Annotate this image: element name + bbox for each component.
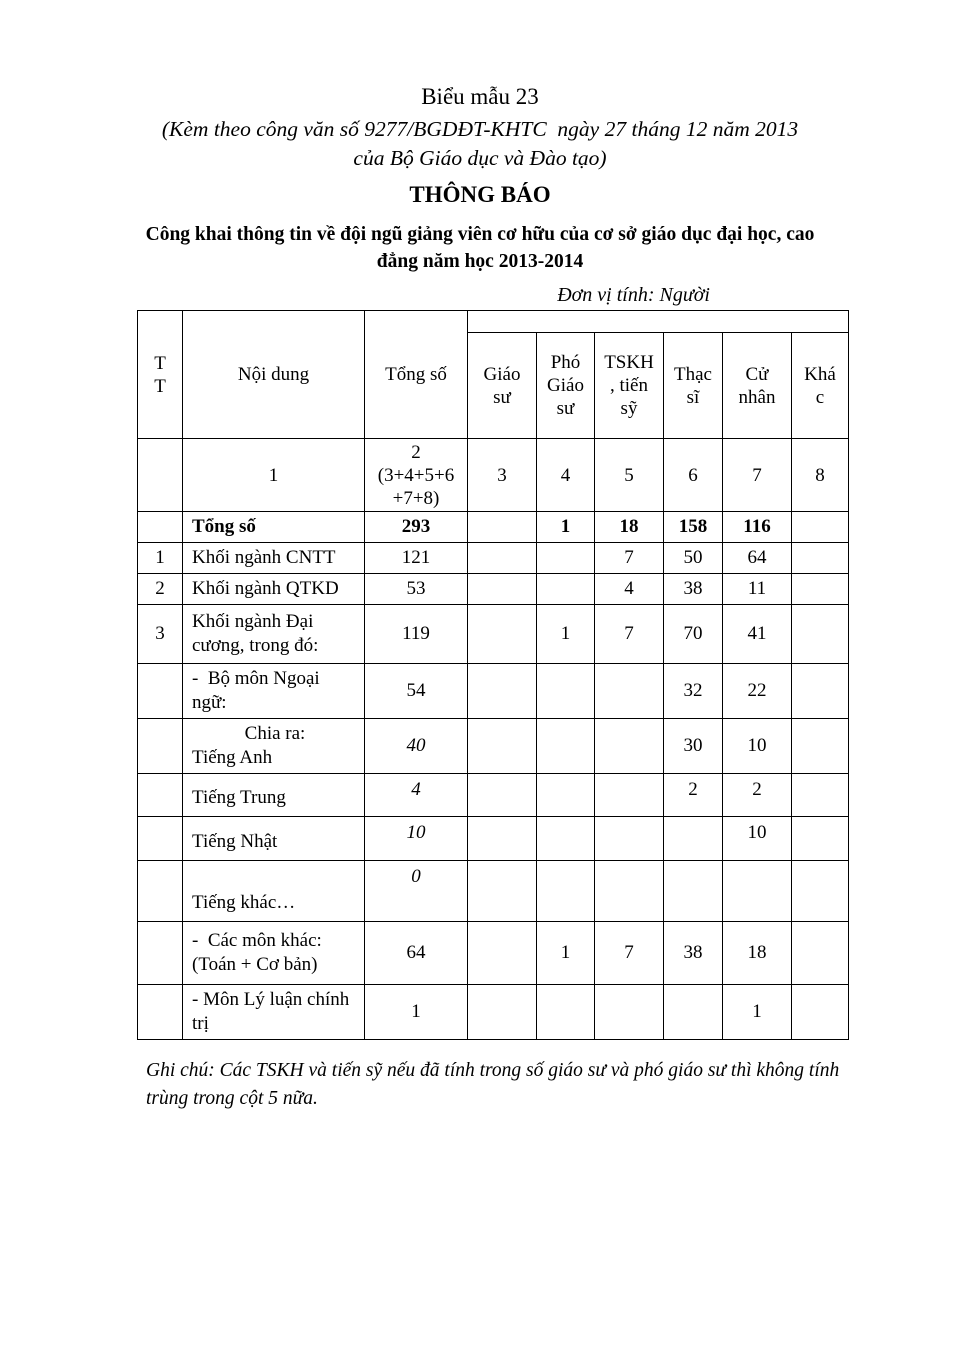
header-tt: T T — [138, 311, 183, 439]
value-cell: 7 — [595, 605, 664, 664]
row-label-cell: Tiếng Trung — [183, 774, 365, 817]
notice-title: THÔNG BÁO — [409, 182, 551, 207]
form-number: Biểu mẫu 23 — [421, 84, 539, 109]
value-cell — [537, 574, 595, 605]
row-label: Tiếng Anh — [192, 747, 273, 768]
value-cell — [723, 861, 792, 922]
value-cell: 7 — [595, 922, 664, 985]
column-number-row — [138, 439, 849, 512]
row-number-cell: 3 — [138, 605, 183, 664]
value-cell — [468, 922, 537, 985]
row-number-cell — [138, 512, 183, 543]
row-number-cell — [138, 861, 183, 922]
row-number-cell — [138, 664, 183, 719]
column-number-cell: 1 — [183, 439, 365, 512]
row-number-cell — [138, 774, 183, 817]
column-number-cell: 6 — [664, 439, 723, 512]
value-cell: 1 — [365, 985, 468, 1040]
header-cu-nhan: Cử nhân — [723, 333, 792, 439]
value-cell — [792, 774, 849, 817]
row-label-cell: Khối ngành Đại cương, trong đó: — [183, 605, 365, 664]
value-cell — [468, 861, 537, 922]
column-number-cell: 4 — [537, 439, 595, 512]
value-cell: 22 — [723, 664, 792, 719]
faculty-table-body — [138, 439, 849, 1040]
value-cell — [792, 605, 849, 664]
header-thac-si: Thạc sĩ — [664, 333, 723, 439]
column-number-cell: 2 (3+4+5+6 +7+8) — [365, 439, 468, 512]
value-cell — [792, 512, 849, 543]
value-cell: 0 — [365, 861, 468, 922]
value-cell: 10 — [365, 817, 468, 861]
table-row — [138, 817, 849, 861]
row-number-cell: 2 — [138, 574, 183, 605]
table-row — [138, 922, 849, 985]
value-cell: 40 — [365, 719, 468, 774]
value-cell — [792, 985, 849, 1040]
row-label-cell: Khối ngành CNTT — [183, 543, 365, 574]
value-cell: 2 — [723, 774, 792, 817]
value-cell — [664, 861, 723, 922]
table-row — [138, 664, 849, 719]
table-row — [138, 719, 849, 774]
value-cell — [537, 985, 595, 1040]
value-cell — [468, 985, 537, 1040]
value-cell: 11 — [723, 574, 792, 605]
value-cell: 64 — [723, 543, 792, 574]
value-cell: 1 — [537, 605, 595, 664]
column-number-cell — [138, 439, 183, 512]
notice-subtitle: Công khai thông tin về đội ngũ giảng viên cơ hữu của cơ sở giáo dục đại học, cao đẳng năm học 2013-2014 — [145, 224, 815, 272]
value-cell: 4 — [365, 774, 468, 817]
value-cell — [792, 817, 849, 861]
value-cell — [595, 985, 664, 1040]
value-cell: 10 — [723, 817, 792, 861]
row-number-cell — [138, 922, 183, 985]
value-cell: 4 — [595, 574, 664, 605]
value-cell — [537, 861, 595, 922]
value-cell — [468, 664, 537, 719]
value-cell: 2 — [664, 774, 723, 817]
row-label-cell: - Môn Lý luận chính trị — [183, 985, 365, 1040]
value-cell: 18 — [723, 922, 792, 985]
header-giao-su: Giáo sư — [468, 333, 537, 439]
value-cell — [468, 543, 537, 574]
value-cell — [468, 574, 537, 605]
value-cell — [595, 719, 664, 774]
value-cell — [792, 574, 849, 605]
header-pho-giao-su: Phó Giáo sư — [537, 333, 595, 439]
value-cell: 1 — [537, 512, 595, 543]
value-cell: 32 — [664, 664, 723, 719]
value-cell: 293 — [365, 512, 468, 543]
header-row-top — [138, 311, 849, 333]
value-cell — [792, 861, 849, 922]
header-tong-so: Tổng số — [365, 311, 468, 439]
column-number-cell: 3 — [468, 439, 537, 512]
value-cell: 50 — [664, 543, 723, 574]
value-cell: 64 — [365, 922, 468, 985]
value-cell — [595, 817, 664, 861]
header-tskh-tien-sy: TSKH , tiến sỹ — [595, 333, 664, 439]
value-cell: 30 — [664, 719, 723, 774]
value-cell: 54 — [365, 664, 468, 719]
row-label-centered-line: Chia ra: — [244, 723, 306, 744]
table-row — [138, 574, 849, 605]
header-empty-span — [468, 311, 849, 333]
row-number-cell — [138, 817, 183, 861]
row-number-cell: 1 — [138, 543, 183, 574]
column-number-cell: 8 — [792, 439, 849, 512]
row-label-cell: - Các môn khác: (Toán + Cơ bản) — [183, 922, 365, 985]
header-khac: Khá c — [792, 333, 849, 439]
value-cell — [537, 664, 595, 719]
table-row — [138, 861, 849, 922]
row-label-cell: Tiếng khác… — [183, 861, 365, 922]
value-cell — [468, 774, 537, 817]
header-noi-dung: Nội dung — [183, 311, 365, 439]
table-row — [138, 774, 849, 817]
value-cell: 158 — [664, 512, 723, 543]
table-row — [138, 512, 849, 543]
value-cell — [664, 817, 723, 861]
value-cell — [792, 922, 849, 985]
value-cell: 41 — [723, 605, 792, 664]
table-row — [138, 543, 849, 574]
value-cell — [537, 543, 595, 574]
row-label-cell: Tổng số — [183, 512, 365, 543]
value-cell — [468, 817, 537, 861]
value-cell — [595, 861, 664, 922]
value-cell: 1 — [723, 985, 792, 1040]
column-number-cell: 5 — [595, 439, 664, 512]
value-cell — [537, 719, 595, 774]
footnote: Ghi chú: Các TSKH và tiến sỹ nếu đã tính trong số giáo sư và phó giáo sư thì không tính trùng trong cột 5 nữa. — [146, 1060, 840, 1109]
table-row — [138, 605, 849, 664]
value-cell: 7 — [595, 543, 664, 574]
unit-label: Đơn vị tính: Người — [557, 284, 710, 306]
value-cell: 121 — [365, 543, 468, 574]
table-row — [138, 985, 849, 1040]
value-cell: 38 — [664, 922, 723, 985]
value-cell — [537, 817, 595, 861]
row-label-cell: Khối ngành QTKD — [183, 574, 365, 605]
value-cell: 10 — [723, 719, 792, 774]
value-cell — [792, 543, 849, 574]
value-cell — [468, 605, 537, 664]
row-label-cell: Tiếng Nhật — [183, 817, 365, 861]
value-cell: 1 — [537, 922, 595, 985]
value-cell: 119 — [365, 605, 468, 664]
value-cell: 116 — [723, 512, 792, 543]
row-number-cell — [138, 985, 183, 1040]
value-cell — [595, 774, 664, 817]
attachment-note: (Kèm theo công văn số 9277/BGDĐT-KHTC ngày 27 tháng 12 năm 2013 của Bộ Giáo dục và Đào tạo) — [161, 117, 799, 170]
value-cell — [792, 664, 849, 719]
value-cell: 70 — [664, 605, 723, 664]
row-label-cell — [183, 719, 365, 774]
faculty-table — [137, 310, 849, 1040]
value-cell — [537, 774, 595, 817]
value-cell: 53 — [365, 574, 468, 605]
value-cell — [468, 719, 537, 774]
row-label-cell: - Bộ môn Ngoại ngữ: — [183, 664, 365, 719]
value-cell — [792, 719, 849, 774]
column-number-cell: 7 — [723, 439, 792, 512]
value-cell: 18 — [595, 512, 664, 543]
value-cell — [664, 985, 723, 1040]
value-cell — [595, 664, 664, 719]
value-cell: 38 — [664, 574, 723, 605]
row-number-cell — [138, 719, 183, 774]
value-cell — [468, 512, 537, 543]
table-header — [138, 311, 849, 439]
